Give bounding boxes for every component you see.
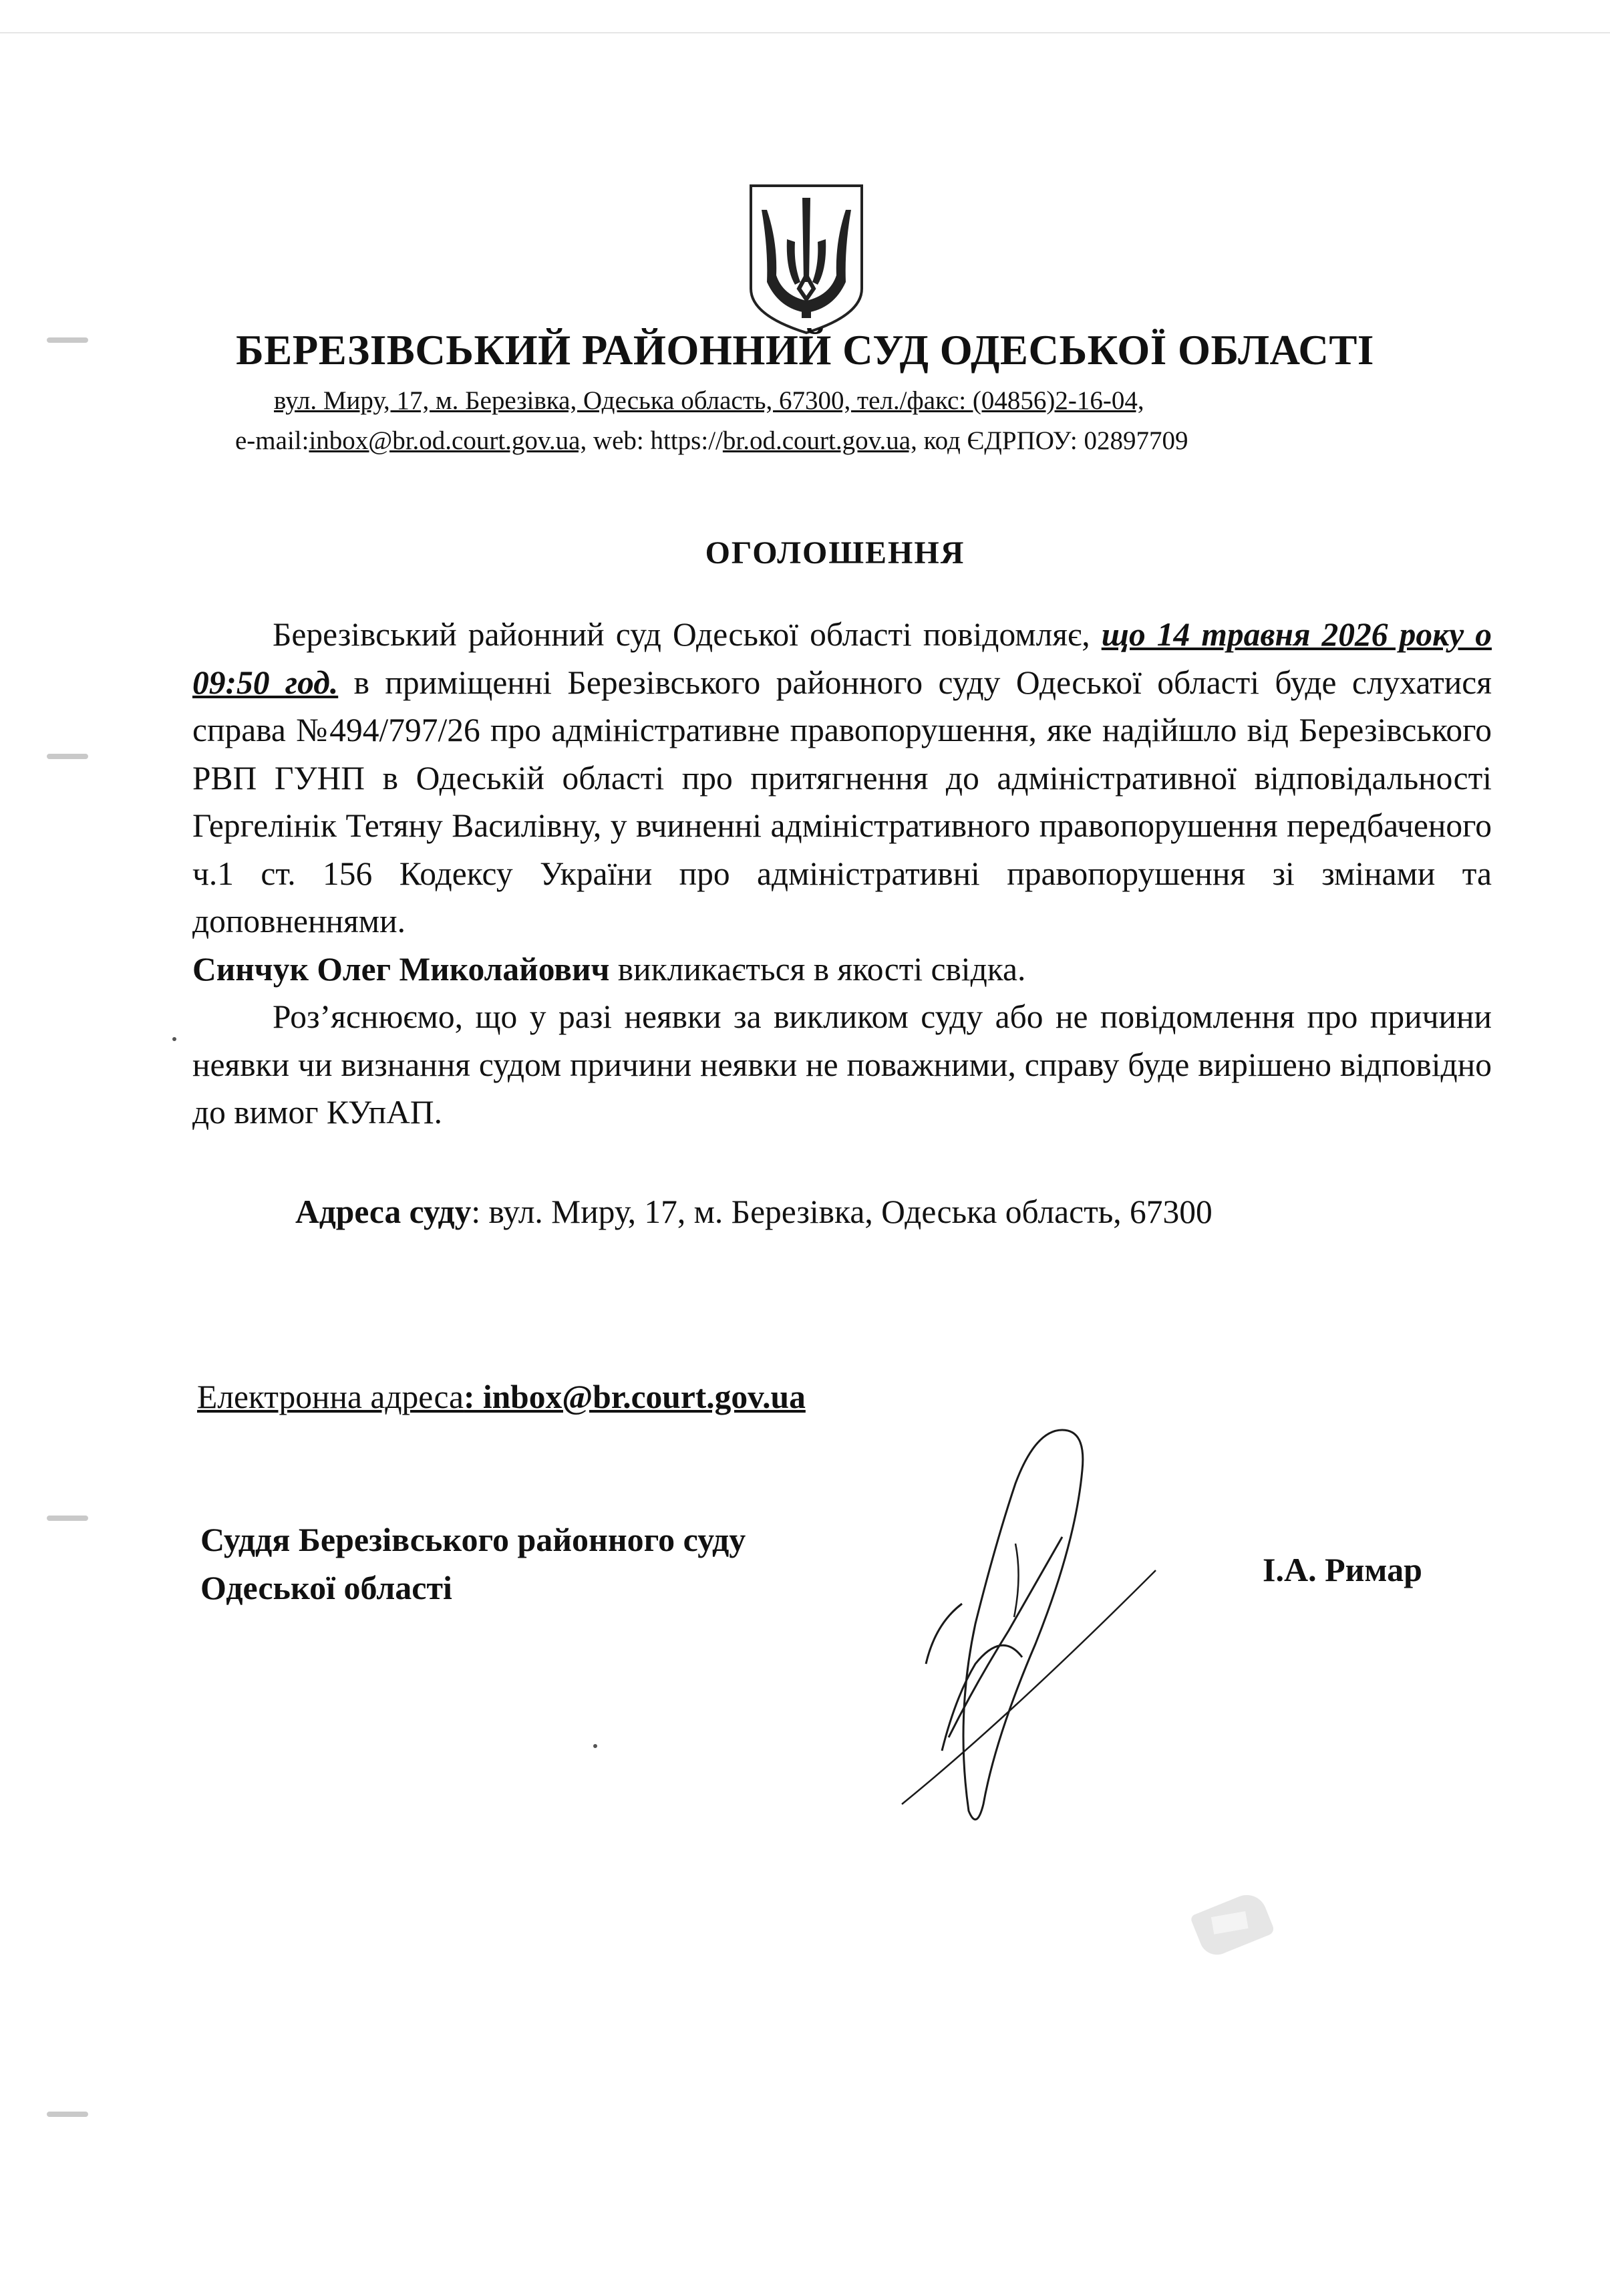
witness-paragraph (192, 946, 1492, 994)
judge-title (200, 1516, 746, 1612)
scan-speck (593, 1744, 597, 1748)
paragraph-details: в приміщенні Березівського районного суду Одеської області буде слухатися справа №494/797/26 про адміністративне правопорушення, яке надійшло від Березівського РВП ГУНП в Одеській області про притягнення до адміністративної відповідальності Гергелінік Тетяну Василівну, у вчиненні адміністративного правопорушення передбаченого ч.1 ст. 156 Кодексу України про адміністративні правопорушення зі змінами та доповненнями. (192, 664, 1492, 940)
court-website-link[interactable]: br.od.court.gov.ua, (722, 426, 917, 455)
court-address-text: вул. Миру, 17, м. Березівка, Одеська область, 67300, тел./факс: (04856)2-16-04, (274, 386, 1144, 415)
judge-name: І.А. Римар (1263, 1551, 1422, 1588)
judge-title-line: Суддя Березівського районного суду (200, 1521, 746, 1558)
court-contacts-line (235, 428, 1188, 454)
coat-of-arms-trident-icon (747, 182, 866, 337)
email-footer (197, 1378, 806, 1416)
email-value[interactable]: : inbox@br.court.gov.ua (464, 1379, 806, 1415)
paragraph-intro: Березівський районний суд Одеської області повідомляє, (273, 616, 1102, 653)
web-prefix: web: https:// (587, 426, 723, 455)
judge-title-line: Одеської області (200, 1569, 452, 1606)
court-address-value: : вул. Миру, 17, м. Березівка, Одеська область, 67300 (471, 1193, 1213, 1230)
court-name-heading: БЕРЕЗІВСЬКИЙ РАЙОННИЙ СУД ОДЕСЬКОЇ ОБЛАСТІ (236, 327, 1374, 374)
margin-punch-mark (47, 754, 88, 759)
margin-punch-mark (47, 2112, 88, 2117)
court-address-label: Адреса суду (295, 1193, 472, 1230)
email-label: Електронна адреса (197, 1379, 464, 1415)
witness-role: викликається в якості свідка. (609, 950, 1026, 988)
court-address-line (274, 388, 1144, 414)
scan-edge-line (0, 32, 1610, 33)
hearing-date: що 14 травня 2026 року о 09:50 год. (192, 616, 1492, 701)
margin-punch-mark (47, 1516, 88, 1521)
scan-speck (172, 1037, 176, 1041)
announcement-body (192, 611, 1492, 1137)
court-address-footer (295, 1193, 1213, 1231)
handwritten-signature-icon (862, 1403, 1209, 1844)
paper-crease-artifact (1190, 1889, 1275, 1960)
email-prefix: e-mail: (235, 426, 309, 455)
document-title: ОГОЛОШЕННЯ (705, 535, 965, 571)
announcement-paragraph (192, 611, 1492, 946)
warning-paragraph: Роз’яснюємо, що у разі неявки за викликом суду або не повідомлення про причини неявки чи визнання судом причини неявки не поважними, справу буде вирішено відповідно до вимог КУпАП. (192, 998, 1492, 1131)
edrpou-code: код ЄДРПОУ: 02897709 (917, 426, 1188, 455)
court-email-link[interactable]: inbox@br.od.court.gov.ua, (309, 426, 587, 455)
witness-name: Синчук Олег Миколайович (192, 950, 610, 988)
